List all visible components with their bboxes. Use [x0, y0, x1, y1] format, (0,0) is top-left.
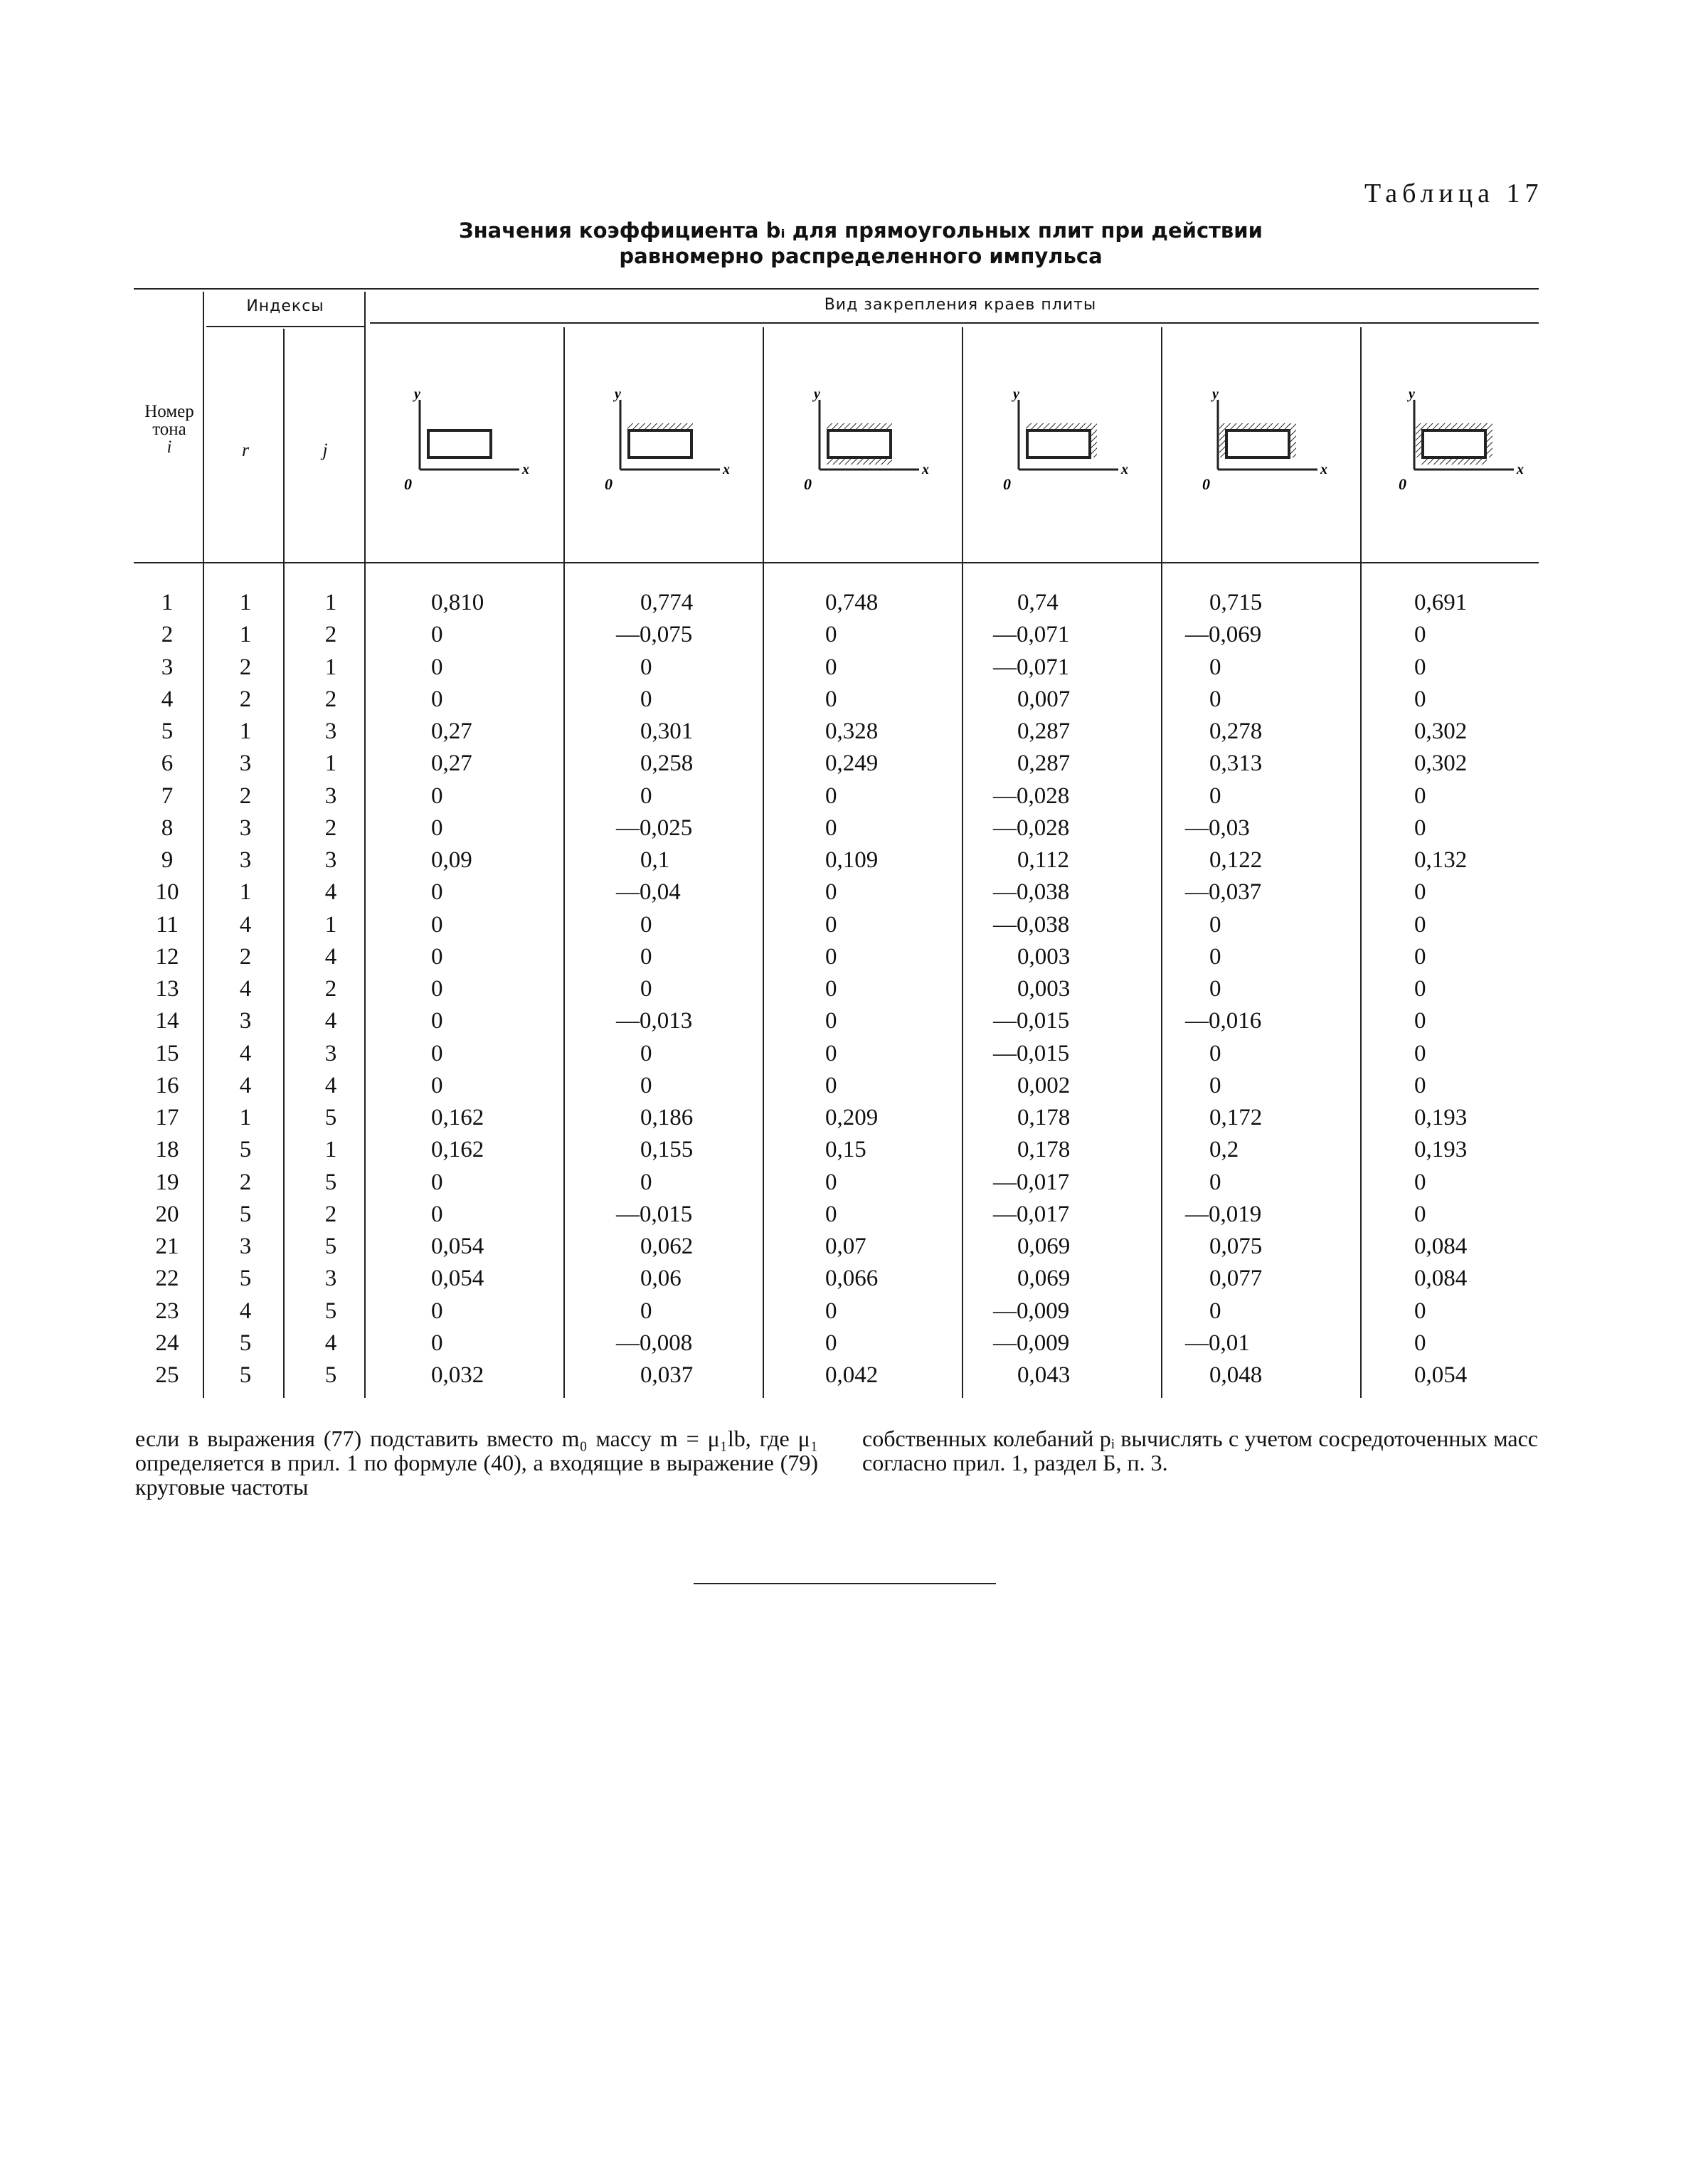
row-9-value-col-6: 0,132	[1414, 847, 1468, 873]
diagram-1	[398, 384, 569, 512]
axis-y-label: y	[414, 386, 420, 402]
row-2-value-col-6: 0	[1414, 622, 1426, 647]
row-6-j: 1	[324, 751, 337, 776]
row-16-value-col-3: 0	[825, 1073, 837, 1098]
table-title	[398, 218, 1323, 269]
row-23-value-col-3: 0	[825, 1298, 837, 1324]
row-13-value-col-2: 0	[640, 976, 652, 1002]
row-25-value-col-6: 0,054	[1414, 1362, 1468, 1388]
row-13-value-col-4: 0,003	[1017, 976, 1071, 1002]
row-24-value-col-4: —0,009	[993, 1330, 1070, 1356]
axis-y-label: y	[615, 386, 621, 402]
row-18-value-col-1: 0,162	[431, 1137, 484, 1162]
row-18-value-col-5: 0,2	[1209, 1137, 1239, 1162]
row-25-value-col-3: 0,042	[825, 1362, 879, 1388]
row-7-value-col-6: 0	[1414, 783, 1426, 809]
row-25-tone-number: 25	[155, 1362, 179, 1388]
diagram-3	[798, 384, 969, 512]
row-21-tone-number: 21	[155, 1234, 179, 1259]
row-19-value-col-1: 0	[431, 1170, 443, 1195]
row-12-value-col-6: 0	[1414, 944, 1426, 970]
row-7-value-col-1: 0	[431, 783, 443, 809]
row-16-tone-number: 16	[155, 1073, 179, 1098]
row-14-j: 4	[324, 1008, 337, 1034]
row-19-tone-number: 19	[155, 1170, 179, 1195]
row-4-value-col-3: 0	[825, 687, 837, 712]
row-17-r: 1	[239, 1105, 252, 1130]
row-8-value-col-4: —0,028	[993, 815, 1070, 841]
row-12-tone-number: 12	[155, 944, 179, 970]
row-7-j: 3	[324, 783, 337, 809]
table-label: Таблица 17	[1364, 179, 1544, 208]
row-13-value-col-6: 0	[1414, 976, 1426, 1002]
row-4-value-col-2: 0	[640, 687, 652, 712]
row-8-tone-number: 8	[161, 815, 174, 841]
row-16-j: 4	[324, 1073, 337, 1098]
row-21-value-col-2: 0,062	[640, 1234, 694, 1259]
origin-label: 0	[404, 475, 412, 493]
row-4-r: 2	[239, 687, 252, 712]
row-24-tone-number: 24	[155, 1330, 179, 1356]
row-12-value-col-3: 0	[825, 944, 837, 970]
row-6-value-col-2: 0,258	[640, 751, 694, 776]
row-15-value-col-2: 0	[640, 1041, 652, 1066]
row-22-value-col-2: 0,06	[640, 1266, 682, 1291]
row-15-value-col-5: 0	[1209, 1041, 1221, 1066]
row-10-j: 4	[324, 879, 337, 905]
row-22-value-col-5: 0,077	[1209, 1266, 1263, 1291]
row-21-value-col-6: 0,084	[1414, 1234, 1468, 1259]
header-tone-line-3: i	[166, 438, 172, 457]
header-indices: Индексы	[246, 297, 324, 315]
row-4-value-col-1: 0	[431, 687, 443, 712]
row-11-j: 1	[324, 912, 337, 938]
origin-label: 0	[1202, 475, 1210, 493]
row-7-value-col-2: 0	[640, 783, 652, 809]
row-18-tone-number: 18	[155, 1137, 179, 1162]
row-8-r: 3	[239, 815, 252, 841]
row-13-value-col-1: 0	[431, 976, 443, 1002]
row-14-value-col-1: 0	[431, 1008, 443, 1034]
row-5-value-col-6: 0,302	[1414, 719, 1468, 744]
row-18-value-col-6: 0,193	[1414, 1137, 1468, 1162]
row-6-value-col-3: 0,249	[825, 751, 879, 776]
axis-x-label: x	[723, 462, 730, 477]
row-11-value-col-1: 0	[431, 912, 443, 938]
row-2-j: 2	[324, 622, 337, 647]
row-8-value-col-1: 0	[431, 815, 443, 841]
row-8-value-col-5: —0,03	[1185, 815, 1250, 841]
row-16-value-col-5: 0	[1209, 1073, 1221, 1098]
row-11-value-col-3: 0	[825, 912, 837, 938]
axis-x-label: x	[1121, 462, 1128, 477]
row-10-tone-number: 10	[155, 879, 179, 905]
body-text-right: собственных колебаний pᵢ вычислять с учетом сосредоточенных масс согласно прил. 1, раздел Б, п. 3.	[862, 1426, 1538, 1475]
row-2-r: 1	[239, 622, 252, 647]
row-20-r: 5	[239, 1202, 252, 1227]
row-9-value-col-2: 0,1	[640, 847, 670, 873]
row-16-value-col-1: 0	[431, 1073, 443, 1098]
header-fixing-type: Вид закрепления краев плиты	[824, 296, 1097, 314]
row-3-value-col-6: 0	[1414, 654, 1426, 680]
row-5-j: 3	[324, 719, 337, 744]
row-12-value-col-2: 0	[640, 944, 652, 970]
row-15-value-col-6: 0	[1414, 1041, 1426, 1066]
row-22-j: 3	[324, 1266, 337, 1291]
row-20-value-col-3: 0	[825, 1202, 837, 1227]
row-18-value-col-3: 0,15	[825, 1137, 866, 1162]
row-24-value-col-2: —0,008	[616, 1330, 693, 1356]
row-14-value-col-4: —0,015	[993, 1008, 1070, 1034]
origin-label: 0	[605, 475, 613, 493]
row-21-value-col-1: 0,054	[431, 1234, 484, 1259]
row-22-value-col-3: 0,066	[825, 1266, 879, 1291]
row-20-value-col-4: —0,017	[993, 1202, 1070, 1227]
row-11-tone-number: 11	[156, 912, 179, 938]
row-15-tone-number: 15	[155, 1041, 179, 1066]
row-8-value-col-3: 0	[825, 815, 837, 841]
row-6-r: 3	[239, 751, 252, 776]
diagram-4	[997, 384, 1168, 512]
header-tone-number	[134, 403, 205, 456]
row-5-value-col-2: 0,301	[640, 719, 694, 744]
row-17-value-col-1: 0,162	[431, 1105, 484, 1130]
row-24-value-col-1: 0	[431, 1330, 443, 1356]
row-19-value-col-4: —0,017	[993, 1170, 1070, 1195]
plate-rect	[1027, 430, 1090, 457]
row-6-value-col-6: 0,302	[1414, 751, 1468, 776]
row-11-r: 4	[239, 912, 252, 938]
row-7-value-col-3: 0	[825, 783, 837, 809]
row-6-value-col-4: 0,287	[1017, 751, 1071, 776]
row-17-value-col-4: 0,178	[1017, 1105, 1071, 1130]
row-19-r: 2	[239, 1170, 252, 1195]
header-r: r	[241, 440, 250, 460]
row-2-value-col-3: 0	[825, 622, 837, 647]
row-13-value-col-5: 0	[1209, 976, 1221, 1002]
header-j: j	[322, 440, 328, 460]
row-24-value-col-3: 0	[825, 1330, 837, 1356]
row-18-value-col-2: 0,155	[640, 1137, 694, 1162]
row-23-value-col-2: 0	[640, 1298, 652, 1324]
plate-rect	[828, 430, 891, 457]
row-20-value-col-5: —0,019	[1185, 1202, 1262, 1227]
row-13-value-col-3: 0	[825, 976, 837, 1002]
row-23-r: 4	[239, 1298, 252, 1324]
origin-label: 0	[1399, 475, 1406, 493]
row-6-tone-number: 6	[161, 751, 174, 776]
row-21-j: 5	[324, 1234, 337, 1259]
row-1-j: 1	[324, 590, 337, 615]
axis-x-label: x	[1517, 462, 1524, 477]
body-text-left: если в выражения (77) подставить вместо m₀ массу m = μ₁lb, где μ₁ определяется в прил. 1 по формуле (40), а входящие в выражение (79) круговые частоты	[135, 1426, 818, 1500]
row-14-value-col-6: 0	[1414, 1008, 1426, 1034]
axis-x-label: x	[522, 462, 529, 477]
row-19-value-col-5: 0	[1209, 1170, 1221, 1195]
row-12-value-col-5: 0	[1209, 944, 1221, 970]
row-6-value-col-5: 0,313	[1209, 751, 1263, 776]
row-10-value-col-4: —0,038	[993, 879, 1070, 905]
row-7-tone-number: 7	[161, 783, 174, 809]
row-13-r: 4	[239, 976, 252, 1002]
row-9-value-col-1: 0,09	[431, 847, 472, 873]
row-23-value-col-5: 0	[1209, 1298, 1221, 1324]
diagram-2	[599, 384, 770, 512]
row-23-tone-number: 23	[155, 1298, 179, 1324]
row-4-value-col-5: 0	[1209, 687, 1221, 712]
row-2-value-col-5: —0,069	[1185, 622, 1262, 647]
row-3-r: 2	[239, 654, 252, 680]
row-1-value-col-5: 0,715	[1209, 590, 1263, 615]
row-1-value-col-1: 0,810	[431, 590, 484, 615]
row-5-value-col-5: 0,278	[1209, 719, 1263, 744]
axis-x-label: x	[1320, 462, 1327, 477]
row-5-tone-number: 5	[161, 719, 174, 744]
row-22-value-col-6: 0,084	[1414, 1266, 1468, 1291]
row-11-value-col-2: 0	[640, 912, 652, 938]
row-17-value-col-5: 0,172	[1209, 1105, 1263, 1130]
row-14-value-col-5: —0,016	[1185, 1008, 1262, 1034]
axis-y-label: y	[1013, 386, 1019, 402]
row-24-value-col-5: —0,01	[1185, 1330, 1250, 1356]
row-22-tone-number: 22	[155, 1266, 179, 1291]
plate-rect	[629, 430, 691, 457]
row-13-j: 2	[324, 976, 337, 1002]
title-line-2: равномерно распределенного импульса	[619, 244, 1103, 268]
row-1-value-col-2: 0,774	[640, 590, 694, 615]
row-9-value-col-5: 0,122	[1209, 847, 1263, 873]
row-11-value-col-5: 0	[1209, 912, 1221, 938]
row-18-r: 5	[239, 1137, 252, 1162]
row-25-j: 5	[324, 1362, 337, 1388]
axis-y-label: y	[1212, 386, 1219, 402]
row-2-tone-number: 2	[161, 622, 174, 647]
row-10-value-col-2: —0,04	[616, 879, 681, 905]
row-8-value-col-2: —0,025	[616, 815, 693, 841]
row-3-j: 1	[324, 654, 337, 680]
row-25-value-col-2: 0,037	[640, 1362, 694, 1388]
row-18-value-col-4: 0,178	[1017, 1137, 1071, 1162]
row-9-r: 3	[239, 847, 252, 873]
row-9-value-col-4: 0,112	[1017, 847, 1070, 873]
row-4-tone-number: 4	[161, 687, 174, 712]
row-9-tone-number: 9	[161, 847, 174, 873]
row-1-value-col-4: 0,74	[1017, 590, 1059, 615]
title-line-1: Значения коэффициента bᵢ для прямоугольных плит при действии	[459, 218, 1263, 243]
row-14-tone-number: 14	[155, 1008, 179, 1034]
row-7-value-col-5: 0	[1209, 783, 1221, 809]
row-8-j: 2	[324, 815, 337, 841]
row-12-j: 4	[324, 944, 337, 970]
row-14-value-col-3: 0	[825, 1008, 837, 1034]
row-24-j: 4	[324, 1330, 337, 1356]
row-5-r: 1	[239, 719, 252, 744]
row-25-value-col-1: 0,032	[431, 1362, 484, 1388]
vline-tone-index	[203, 292, 204, 1398]
row-16-value-col-2: 0	[640, 1073, 652, 1098]
row-25-value-col-5: 0,048	[1209, 1362, 1263, 1388]
indices-underline	[206, 326, 364, 327]
row-17-j: 5	[324, 1105, 337, 1130]
row-7-value-col-4: —0,028	[993, 783, 1070, 809]
row-11-value-col-6: 0	[1414, 912, 1426, 938]
row-12-value-col-1: 0	[431, 944, 443, 970]
axis-x-label: x	[922, 462, 929, 477]
row-25-value-col-4: 0,043	[1017, 1362, 1071, 1388]
row-10-value-col-5: —0,037	[1185, 879, 1262, 905]
row-15-value-col-3: 0	[825, 1041, 837, 1066]
row-14-value-col-2: —0,013	[616, 1008, 693, 1034]
row-17-tone-number: 17	[155, 1105, 179, 1130]
row-19-value-col-6: 0	[1414, 1170, 1426, 1195]
table-top-rule	[134, 288, 1539, 290]
row-1-value-col-6: 0,691	[1414, 590, 1468, 615]
row-1-tone-number: 1	[161, 590, 174, 615]
row-22-value-col-1: 0,054	[431, 1266, 484, 1291]
origin-label: 0	[1003, 475, 1011, 493]
row-17-value-col-6: 0,193	[1414, 1105, 1468, 1130]
plate-rect	[428, 430, 491, 457]
row-17-value-col-3: 0,209	[825, 1105, 879, 1130]
row-23-value-col-1: 0	[431, 1298, 443, 1324]
row-6-value-col-1: 0,27	[431, 751, 472, 776]
row-23-j: 5	[324, 1298, 337, 1324]
row-22-value-col-4: 0,069	[1017, 1266, 1071, 1291]
row-23-value-col-4: —0,009	[993, 1298, 1070, 1324]
axis-y-label: y	[814, 386, 820, 402]
plate-rect	[1423, 430, 1485, 457]
row-22-r: 5	[239, 1266, 252, 1291]
diagram-5	[1197, 384, 1367, 512]
row-12-r: 2	[239, 944, 252, 970]
end-rule	[694, 1583, 996, 1584]
row-10-r: 1	[239, 879, 252, 905]
row-2-value-col-4: —0,071	[993, 622, 1070, 647]
row-20-j: 2	[324, 1202, 337, 1227]
row-9-j: 3	[324, 847, 337, 873]
origin-label: 0	[804, 475, 812, 493]
header-tone-line-1: Номер	[144, 402, 194, 421]
row-2-value-col-1: 0	[431, 622, 443, 647]
row-14-r: 3	[239, 1008, 252, 1034]
row-1-r: 1	[239, 590, 252, 615]
row-10-value-col-1: 0	[431, 879, 443, 905]
axis-y-label: y	[1409, 386, 1415, 402]
row-3-value-col-2: 0	[640, 654, 652, 680]
row-3-value-col-1: 0	[431, 654, 443, 680]
row-13-tone-number: 13	[155, 976, 179, 1002]
row-3-value-col-3: 0	[825, 654, 837, 680]
diagram-6	[1393, 384, 1564, 512]
row-24-r: 5	[239, 1330, 252, 1356]
row-15-j: 3	[324, 1041, 337, 1066]
row-5-value-col-4: 0,287	[1017, 719, 1071, 744]
row-19-value-col-3: 0	[825, 1170, 837, 1195]
vline-r-j	[283, 329, 285, 1398]
row-15-value-col-1: 0	[431, 1041, 443, 1066]
row-7-r: 2	[239, 783, 252, 809]
header-bottom-rule	[134, 562, 1539, 563]
row-4-value-col-4: 0,007	[1017, 687, 1071, 712]
row-12-value-col-4: 0,003	[1017, 944, 1071, 970]
row-21-value-col-3: 0,07	[825, 1234, 866, 1259]
row-5-value-col-1: 0,27	[431, 719, 472, 744]
row-20-tone-number: 20	[155, 1202, 179, 1227]
row-3-value-col-5: 0	[1209, 654, 1221, 680]
row-21-r: 3	[239, 1234, 252, 1259]
row-15-value-col-4: —0,015	[993, 1041, 1070, 1066]
row-21-value-col-4: 0,069	[1017, 1234, 1071, 1259]
row-20-value-col-1: 0	[431, 1202, 443, 1227]
row-25-r: 5	[239, 1362, 252, 1388]
row-4-j: 2	[324, 687, 337, 712]
row-5-value-col-3: 0,328	[825, 719, 879, 744]
row-23-value-col-6: 0	[1414, 1298, 1426, 1324]
row-3-value-col-4: —0,071	[993, 654, 1070, 680]
row-20-value-col-6: 0	[1414, 1202, 1426, 1227]
row-9-value-col-3: 0,109	[825, 847, 879, 873]
row-16-value-col-4: 0,002	[1017, 1073, 1071, 1098]
row-18-j: 1	[324, 1137, 337, 1162]
row-8-value-col-6: 0	[1414, 815, 1426, 841]
row-17-value-col-2: 0,186	[640, 1105, 694, 1130]
row-20-value-col-2: —0,015	[616, 1202, 693, 1227]
row-2-value-col-2: —0,075	[616, 622, 693, 647]
plate-rect	[1226, 430, 1289, 457]
row-1-value-col-3: 0,748	[825, 590, 879, 615]
row-15-r: 4	[239, 1041, 252, 1066]
row-11-value-col-4: —0,038	[993, 912, 1070, 938]
row-10-value-col-6: 0	[1414, 879, 1426, 905]
row-10-value-col-3: 0	[825, 879, 837, 905]
row-3-tone-number: 3	[161, 654, 174, 680]
row-19-value-col-2: 0	[640, 1170, 652, 1195]
row-19-j: 5	[324, 1170, 337, 1195]
row-24-value-col-6: 0	[1414, 1330, 1426, 1356]
row-21-value-col-5: 0,075	[1209, 1234, 1263, 1259]
row-16-r: 4	[239, 1073, 252, 1098]
vline-index-values	[364, 292, 366, 1398]
fixing-underline	[370, 322, 1539, 324]
row-4-value-col-6: 0	[1414, 687, 1426, 712]
row-16-value-col-6: 0	[1414, 1073, 1426, 1098]
header-tone-line-2: тона	[152, 420, 186, 439]
